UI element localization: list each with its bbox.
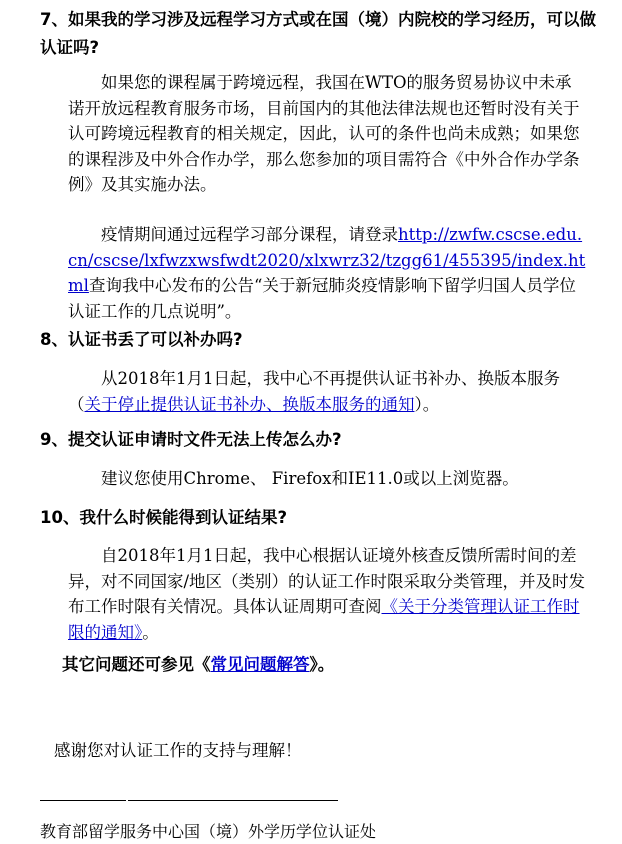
q7-paragraph-1: 如果您的课程属于跨境远程，我国在WTO的服务贸易协议中未承诺开放远程教育服务市场，目前国内的其他法律法规也还暂时没有关于认可跨境远程教育的相关规定，因此，认可的条件也尚未成熟；如果您的课程涉及中外合作办学，那么您参加的项目需符合《中外合作办学条例》及其实施办法。 [68,73,580,194]
signature-divider [40,800,338,801]
q10-text-after: 。 [142,622,159,642]
time-limit-notice-link[interactable]: 《关于分类管理认证工作时限的通知》 [68,597,580,642]
q8-text-after: ）。 [414,394,440,414]
q8-text-before: 从2018年1月1日起，我中心不再提供认证书补办、换版本服务（ [68,369,560,414]
more-questions-line [62,652,334,678]
more-text-before: 其它问题还可参见《 [62,655,211,674]
q7-heading: 7、如果我的学习涉及远程学习方式或在国（境）内院校的学习经历，可以做认证吗? [40,10,596,57]
q9-paragraph: 建议您使用Chrome、 Firefox和IE11.0或以上浏览器。 [101,469,519,488]
faq-link[interactable]: 常见问题解答 [210,655,310,674]
q7-paragraph-2 [68,222,586,324]
organization-name: 教育部留学服务中心国（境）外学历学位认证处 [40,822,377,841]
q10-paragraph [68,543,586,645]
q8-paragraph [68,366,586,417]
q9-heading: 9、提交认证申请时文件无法上传怎么办? [40,430,342,449]
more-text-after: 》。 [309,655,335,674]
cscse-notice-link[interactable]: http://zwfw.cscse.edu.cn/cscse/lxfwzxwsfwdt2020/xlxwrz32/tzgg61/455395/index.html [68,225,586,295]
divider-gap [126,799,128,802]
q7-p2-text-after: 查询我中心发布的公告“关于新冠肺炎疫情影响下留学归国人员学位认证工作的几点说明”。 [68,276,576,321]
stop-reissue-notice-link[interactable]: 关于停止提供认证书补办、换版本服务的通知 [84,394,415,414]
thanks-text: 感谢您对认证工作的支持与理解！ [54,741,302,760]
q7-p2-text-before: 疫情期间通过远程学习部分课程，请登录 [101,225,398,244]
q10-heading: 10、我什么时候能得到认证结果? [40,508,288,527]
q8-heading: 8、认证书丢了可以补办吗? [40,330,243,349]
q10-text-before: 自2018年1月1日起，我中心根据认证境外核查反馈所需时间的差异，对不同国家/地区（类别）的认证工作时限采取分类管理，并及时发布工作时限有关情况。具体认证周期可查阅 [68,546,586,616]
